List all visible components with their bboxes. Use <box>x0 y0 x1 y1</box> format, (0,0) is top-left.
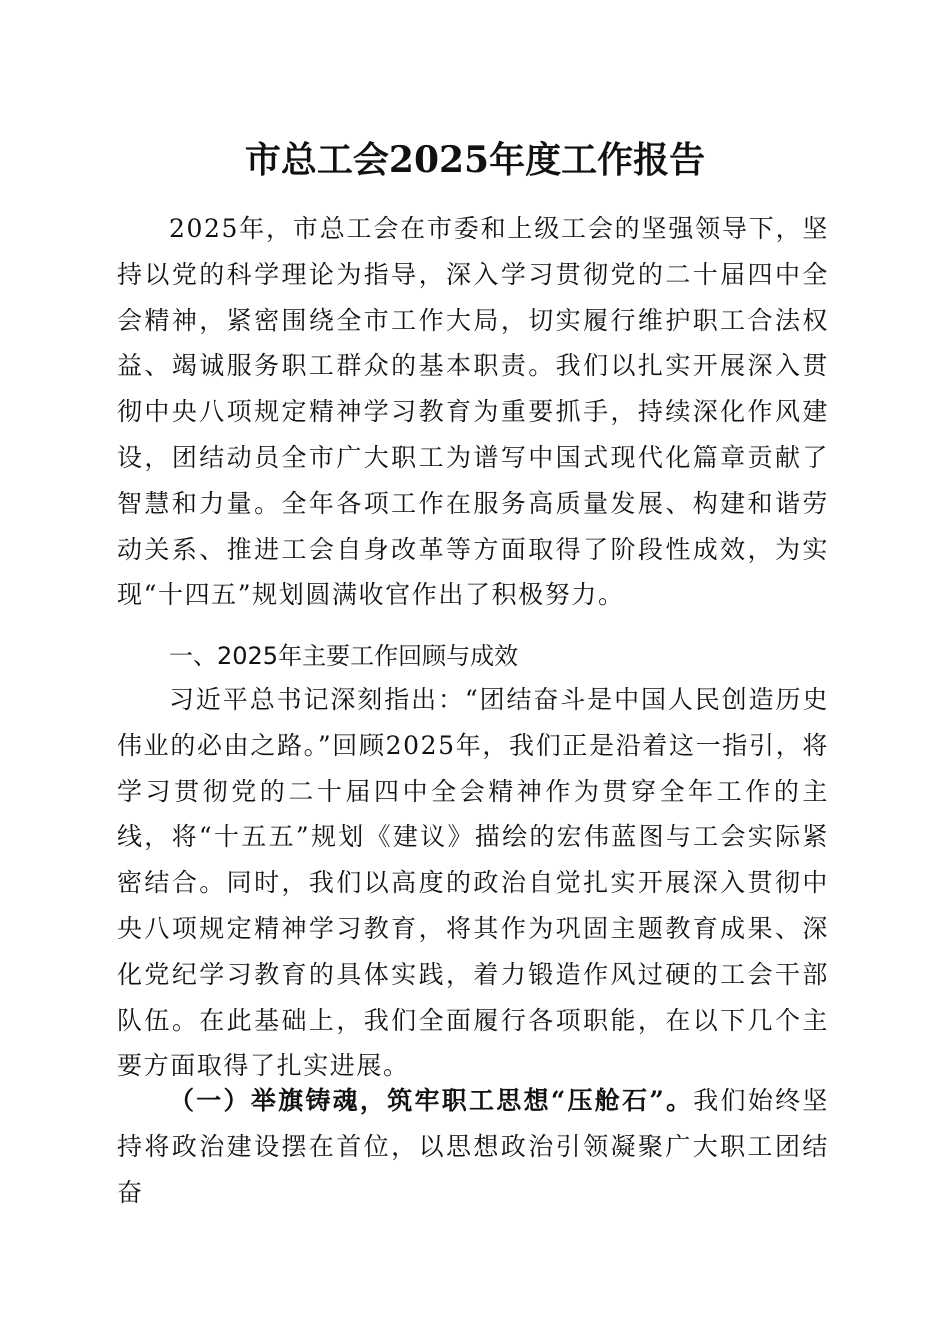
document-title: 市总工会2025年度工作报告 <box>244 139 706 181</box>
subsection-paragraph <box>117 1078 829 1215</box>
intro-paragraph: 2025年，市总工会在市委和上级工会的坚强领导下，坚持以党的科学理论为指导，深入学习贯彻党的二十届四中全会精神，紧密围绕全市工作大局，切实履行维护职工合法权益、竭诚服务职工群众的基本职责。我们以扎实开展深入贯彻中央八项规定精神学习教育为重要抓手，持续深化作风建设，团结动员全市广大职工为谱写中国式现代化篇章贡献了智慧和力量。全年各项工作在服务高质量发展、构建和谐劳动关系、推进工会自身改革等方面取得了阶段性成效，为实现“十四五”规划圆满收官作出了积极努力。 <box>117 214 829 610</box>
section-paragraph: 习近平总书记深刻指出：“团结奋斗是中国人民创造历史伟业的必由之路。”回顾2025年，我们正是沿着这一指引，将学习贯彻党的二十届四中全会精神作为贯穿全年工作的主线，将“十五五”规划《建议》描绘的宏伟蓝图与工会实际紧密结合。同时，我们以高度的政治自觉扎实开展深入贯彻中央八项规定精神学习教育，将其作为巩固主题教育成果、深化党纪学习教育的具体实践，着力锻造作风过硬的工会干部队伍。在此基础上，我们全面履行各项职能，在以下几个主要方面取得了扎实进展。 <box>117 685 829 1081</box>
subsection-heading: （一）举旗铸魂，筑牢职工思想“压舱石”。 <box>169 1086 694 1115</box>
subsection-text: 我们始终坚持将政治建设摆在首位，以思想政治引领凝聚广大职工团结奋 <box>117 1086 829 1207</box>
section-heading: 一、2025年主要工作回顾与成效 <box>169 642 519 670</box>
